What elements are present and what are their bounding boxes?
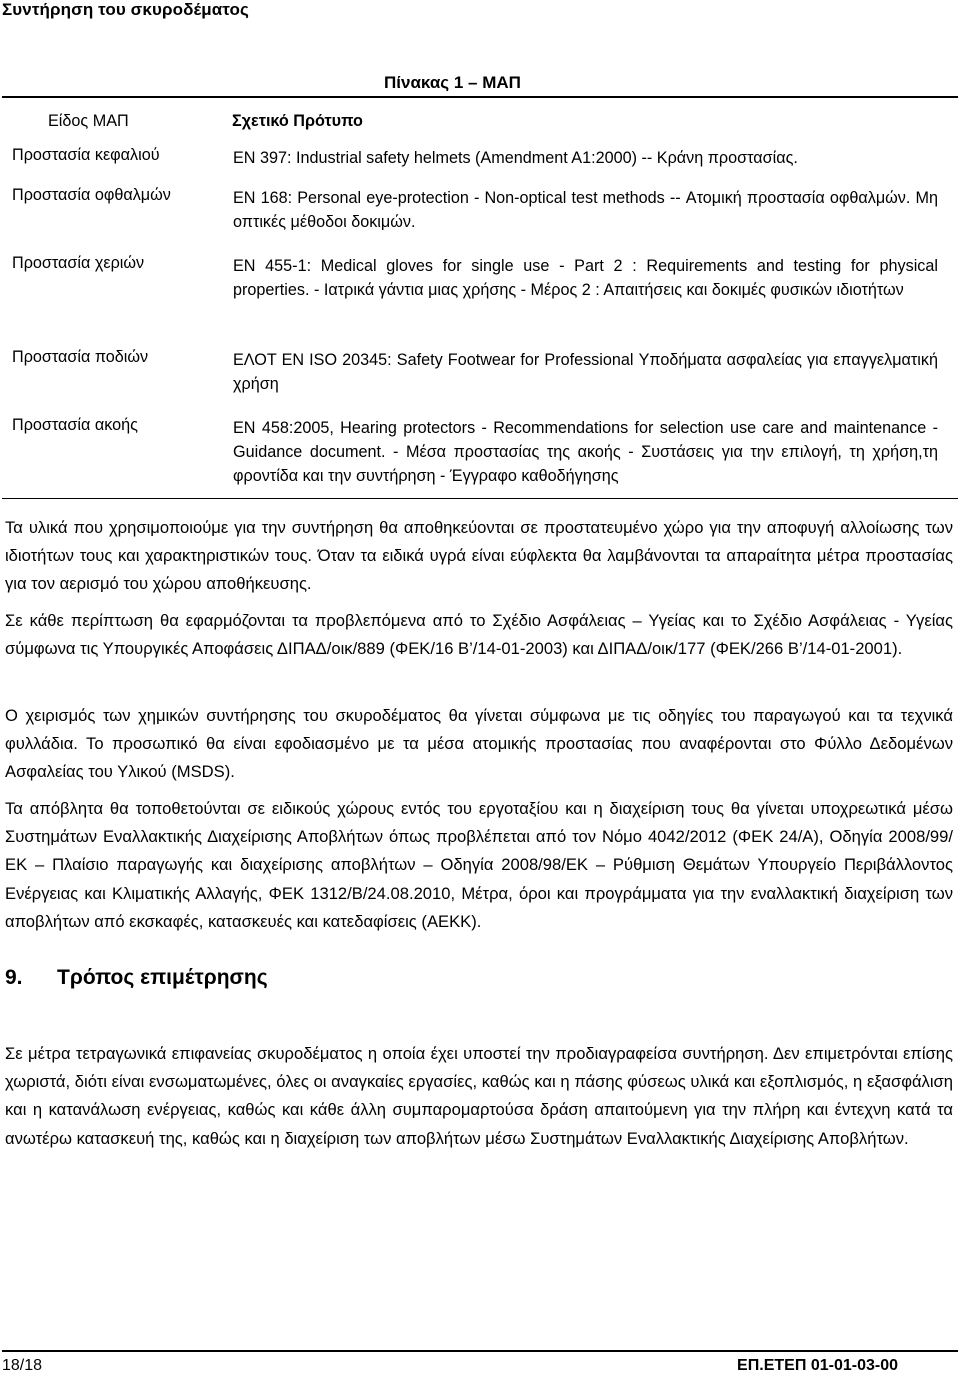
paragraph-storage: Τα υλικά που χρησιμοποιούμε για την συντήρηση θα αποθηκεύονται σε προστατευμένο χώρο για την αποφυγή αλλοίωσης των ιδιοτήτων τους και χαρακτηριστικών τους. Όταν τα ειδικά υγρά είναι εύφλεκτα θα λαμβάνονται τα απαραίτητα μέτρα προστασίας για τον αερισμό του χώρου αποθήκευσης. — [5, 518, 953, 594]
table-row — [2, 346, 958, 414]
table-caption: Πίνακας 1 – ΜΑΠ — [384, 73, 521, 92]
ppe-type-cell: Προστασία οφθαλμών — [12, 186, 171, 204]
section-number: 9. — [5, 966, 23, 989]
table-header-row — [2, 98, 958, 144]
table-row — [2, 252, 958, 346]
section-title: Τρόπος επιμέτρησης — [57, 966, 268, 989]
table-row — [2, 414, 958, 498]
ppe-type-cell: Προστασία ποδιών — [12, 348, 149, 366]
ppe-standard-cell: EN 458:2005, Hearing protectors - Recommendations for selection use care and maintenance - Guidance document. - Μέσα προστασίας της ακοής - Συστάσεις για την επιλογή, τη χρήση,τη φροντίδα και την συντήρηση - Έγγραφο καθοδήγησης — [233, 419, 938, 485]
ppe-standard-cell: EN 168: Personal eye-protection - Non-optical test methods -- Ατομική προστασία οφθαλμών. Μη οπτικές μέθοδοι δοκιμών. — [233, 189, 938, 231]
column-header-standard: Σχετικό Πρότυπο — [232, 112, 363, 130]
paragraph-waste: Τα απόβλητα θα τοποθετούνται σε ειδικούς χώρους εντός του εργοταξίου και η διαχείριση τους θα γίνεται υποχρεωτικά μέσω Συστημάτων Εναλλακτικής Διαχείρισης Αποβλήτων όπως προβλέπεται από τον Νόμο 4042/2012 (ΦΕΚ 24/Α), Οδηγία 2008/99/ΕΚ – Πλαίσιο παραγωγής και διαχείρισης αποβλήτων – Οδηγία 2008/98/ΕΚ – Ρύθμιση Θεμάτων Υπουργείο Περιβάλλοντος Ενέργειας και Κλιματικής Αλλαγής, ΦΕΚ 1312/Β/24.08.2010, Μέτρα, όροι και προγράμματα για την εναλλακτική διαχείριση των αποβλήτων από εκσκαφές, κατασκευές και κατεδαφίσεις (ΑΕΚΚ). — [5, 799, 953, 931]
ppe-type-cell: Προστασία ακοής — [12, 416, 138, 434]
footer-divider — [2, 1350, 958, 1352]
column-header-type: Είδος ΜΑΠ — [48, 112, 129, 130]
ppe-table — [2, 96, 958, 499]
ppe-type-cell: Προστασία κεφαλιού — [12, 146, 160, 164]
running-header-title: Συντήρηση του σκυροδέματος — [2, 0, 249, 19]
ppe-standard-cell: EN 397: Industrial safety helmets (Amendment A1:2000) -- Κράνη προστασίας. — [233, 149, 798, 167]
ppe-standard-cell: ΕΛΟΤ EN ISO 20345: Safety Footwear for Professional Υποδήματα ασφαλείας για επαγγελματική χρήση — [233, 351, 938, 393]
page-number: 18/18 — [2, 1357, 43, 1374]
table-row — [2, 184, 958, 252]
ppe-standard-cell: EN 455-1: Medical gloves for single use - Part 2 : Requirements and testing for physical properties. - Ιατρικά γάντια μιας χρήσης - Μέρος 2 : Απαιτήσεις και δοκιμές φυσικών ιδιοτήτων — [233, 257, 938, 299]
paragraph-safety-plan: Σε κάθε περίπτωση θα εφαρμόζονται τα προβλεπόμενα από το Σχέδιο Ασφάλειας – Υγείας και το Σχέδιο Ασφάλειας - Υγείας σύμφωνα τις Υπουργικές Αποφάσεις ΔΙΠΑΔ/οικ/889 (ΦΕΚ/16 Β’/14-01-2003) και ΔΙΠΑΔ/οικ/177 (ΦΕΚ/266 Β’/14-01-2001). — [5, 611, 953, 659]
paragraph-chemicals: Ο χειρισμός των χημικών συντήρησης του σκυροδέματος θα γίνεται σύμφωνα με τις οδηγίες του παραγωγού και τα τεχνικά φυλλάδια. Το προσωπικό θα είναι εφοδιασμένο με τα μέσα ατομικής προστασίας που αναφέρονται στο Φύλλο Δεδομένων Ασφαλείας του Υλικού (MSDS). — [5, 706, 953, 782]
table-row — [2, 144, 958, 184]
section-heading — [5, 966, 268, 990]
document-code: ΕΠ.ΕΤΕΠ 01-01-03-00 — [737, 1357, 898, 1374]
ppe-type-cell: Προστασία χεριών — [12, 254, 145, 272]
paragraph-measurement: Σε μέτρα τετραγωνικά επιφανείας σκυροδέματος η οποία έχει υποστεί την προδιαγραφείσα συντήρηση. Δεν επιμετρόνται επίσης χωριστά, διότι είναι ενσωματωμένες, όλες οι αναγκαίες εργασίες, καθώς και η πάσης φύσεως υλικά και εξοπλισμός, η εξασφάλιση και η κατανάλωση ενέργειας, καθώς και κάθε άλλη συμπαρομαρτούσα δράση απαιτούμενη για την πλήρη και έντεχνη κατά τα ανωτέρω κατασκευή της, καθώς και η διαχείριση των αποβλήτων μέσω Συστημάτων Εναλλακτικής Διαχείρισης Αποβλήτων. — [5, 1044, 953, 1148]
